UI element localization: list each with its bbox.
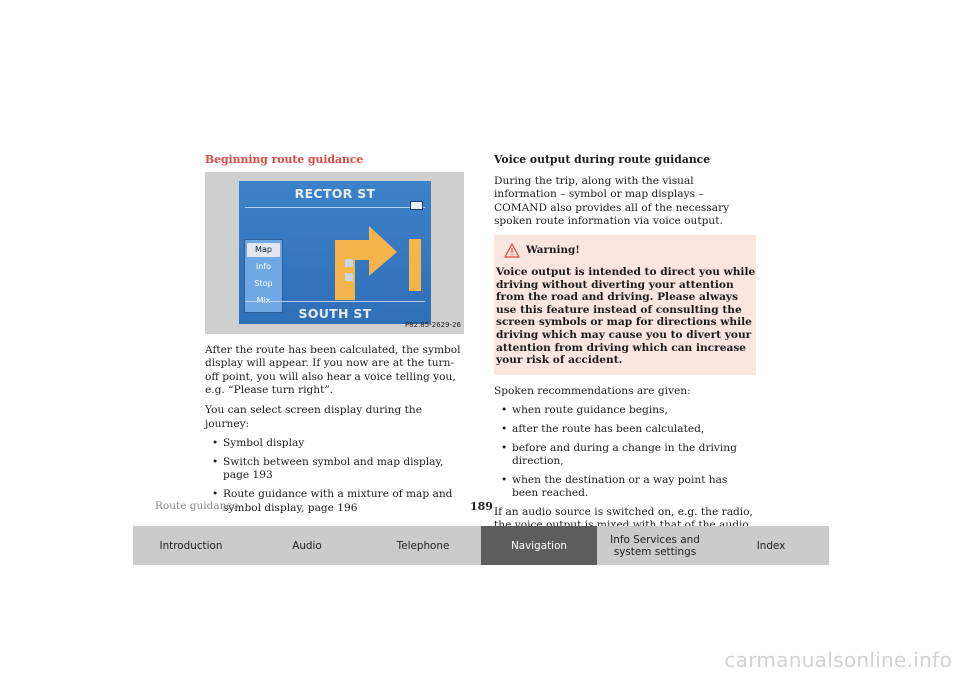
tab-label: Telephone xyxy=(396,539,450,552)
section-footer-label: Route guidance xyxy=(155,500,239,512)
screen-divider-bottom xyxy=(245,301,425,302)
figure-caption: P82.85-2629-26 xyxy=(404,321,461,329)
turn-right-arrow-icon xyxy=(331,214,401,300)
paragraph: During the trip, along with the visual information – symbol or map displays – COMAND also provides all of the necessary spoken route information via voice output. xyxy=(494,174,730,228)
navigation-screen xyxy=(239,181,431,324)
warning-title: Warning! xyxy=(526,243,580,256)
warning-box xyxy=(494,235,756,375)
tab-index[interactable] xyxy=(713,526,829,565)
screen-divider-top xyxy=(245,207,425,208)
page-number: 189 xyxy=(470,500,493,513)
paragraph: If an audio source is switched on, e.g. the radio, xyxy=(494,505,753,518)
tab-label: Info Services and xyxy=(610,533,700,546)
list-item: • Switch between symbol and map display, page 193 xyxy=(205,456,467,483)
paragraph: Spoken recommendations are given: xyxy=(494,384,691,397)
chapter-tabs xyxy=(133,526,829,565)
menu-item-stop[interactable]: Stop xyxy=(254,278,273,288)
tab-label: Index xyxy=(756,539,786,552)
tab-telephone[interactable] xyxy=(365,526,481,565)
tab-label: Navigation xyxy=(510,539,568,552)
paragraph: You can select screen display during the journey: xyxy=(205,403,422,430)
warning-triangle-icon xyxy=(504,243,520,258)
menu-item-info[interactable]: Info xyxy=(255,261,272,271)
symbol-display-figure xyxy=(205,172,464,334)
warning-header xyxy=(496,243,756,258)
tab-audio[interactable] xyxy=(249,526,365,565)
right-column xyxy=(494,153,756,553)
lane-marker xyxy=(345,259,353,267)
bullet-list xyxy=(494,404,756,501)
menu-item-map[interactable]: Map xyxy=(247,243,280,257)
section-heading-route-guidance: Beginning route guidance xyxy=(205,153,364,166)
list-item: • when the destination or a way point has been reached. xyxy=(494,474,756,501)
tab-label: Introduction xyxy=(159,539,223,552)
paragraph: After the route has been calculated, the symbol display will appear. If you now are at the turn-off point, you will also hear a voice telling you, e.g. “Please turn right”. xyxy=(205,343,461,397)
status-icon xyxy=(410,201,423,210)
lane-bar xyxy=(409,239,421,291)
tab-label-line2: system settings xyxy=(613,545,697,558)
section-heading-voice-output: Voice output during route guidance xyxy=(494,153,711,166)
left-column xyxy=(205,153,467,520)
street-name-bottom: SOUTH ST xyxy=(298,306,372,321)
list-item: • Symbol display xyxy=(205,437,467,451)
list-item: • Route guidance with a mixture of map and symbol display, page 196 xyxy=(205,488,467,515)
watermark: carmanualsonline.info xyxy=(724,648,952,672)
lane-marker xyxy=(345,273,353,281)
tab-label: Audio xyxy=(292,539,322,552)
tab-navigation[interactable] xyxy=(481,526,597,565)
list-item: • after the route has been calculated, xyxy=(494,423,756,437)
list-item: • before and during a change in the driving direction, xyxy=(494,442,756,469)
tab-introduction[interactable] xyxy=(133,526,249,565)
list-item: • when route guidance begins, xyxy=(494,404,756,418)
street-name-top: RECTOR ST xyxy=(294,185,376,201)
tab-info-services[interactable] xyxy=(597,526,713,565)
bullet-list xyxy=(205,437,467,515)
warning-text: Voice output is intended to direct you while driving without diverting your attention from the road and driving. Please always use this feature instead of consulting the screen symbols or map for directions while driving which may cause you to divert your attention from driving which can increase your risk of accident. xyxy=(496,265,756,367)
